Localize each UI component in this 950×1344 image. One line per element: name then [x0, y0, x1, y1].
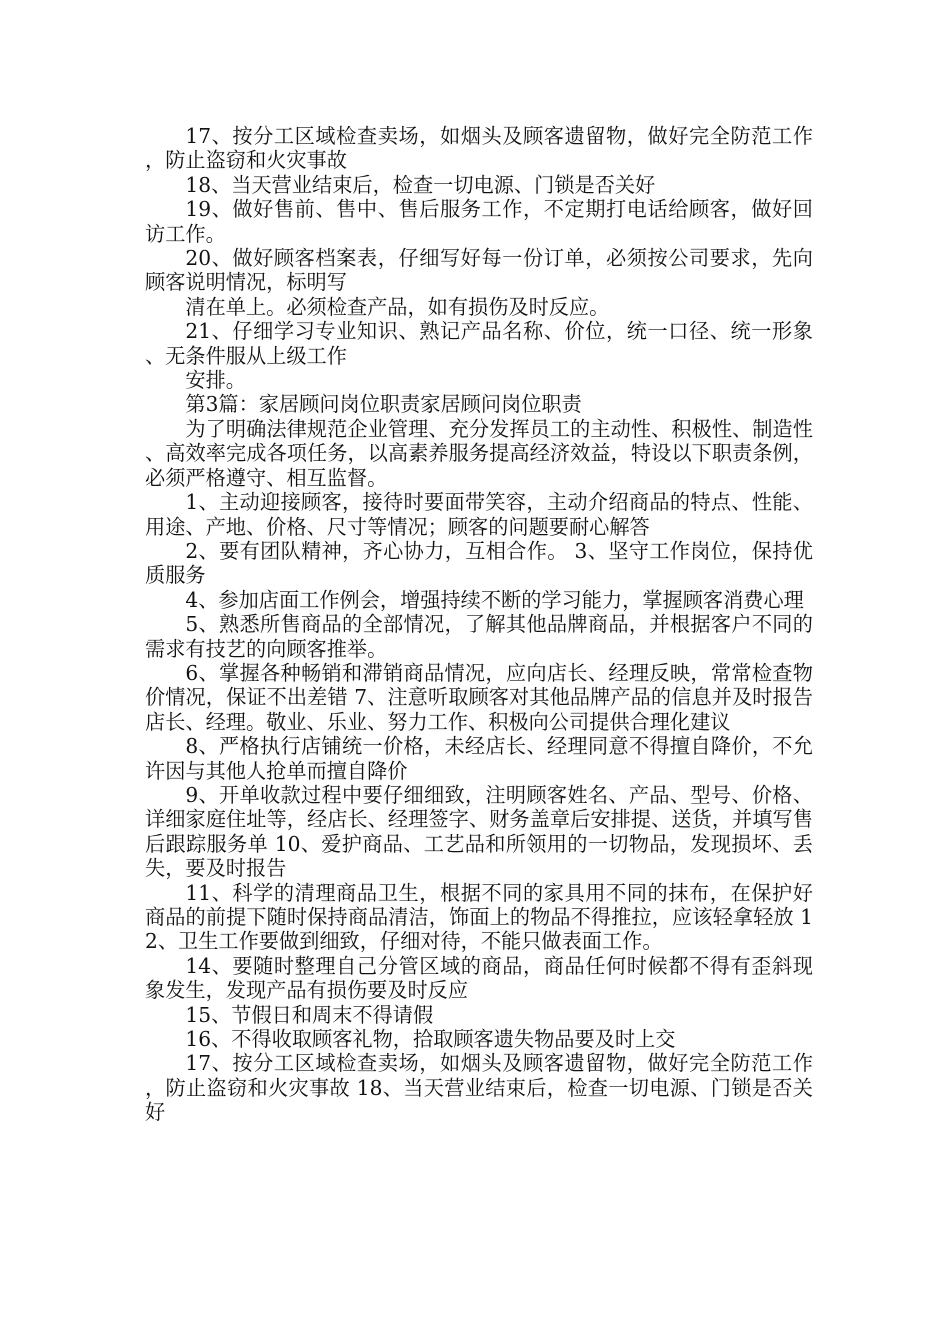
paragraph-21-study: 21、仔细学习专业知识、熟记产品名称、价位，统一口径、统一形象、无条件服从上级工作: [145, 319, 813, 368]
paragraph-14-arrangement: 14、要随时整理自己分管区域的商品，商品任何时候都不得有歪斜现象发生，发现产品有损伤要及时反应: [145, 953, 813, 1003]
paragraph-8-pricing: 8、严格执行店铺统一价格，未经店长、经理同意不得擅自降价，不允许因与其他人抢单而擅自降价: [145, 734, 813, 783]
paragraph-5-products: 5、熟悉所售商品的全部情况，了解其他品牌商品，并根据客户不同的需求有技艺的向顾客推举。: [145, 612, 813, 661]
paragraph-11-12-cleaning: 11、科学的清理商品卫生，根据不同的家具用不同的抹布，在保护好商品的前提下随时保持商品清洁，饰面上的物品不得推拉，应该轻拿轻放 12、卫生工作要做到细致，仔细对待，不能只做表面工作。: [145, 880, 813, 954]
paragraph-17-18-repeat: 17、按分工区域检查卖场，如烟头及顾客遗留物，做好完全防范工作，防止盗窃和火灾事故 18、当天营业结束后，检查一切电源、门锁是否关好: [145, 1051, 813, 1125]
paragraph-16-gifts: 16、不得收取顾客礼物，拾取顾客遗失物品要及时上交: [185, 1027, 676, 1052]
paragraph-21-continued: 安排。: [185, 368, 246, 393]
paragraph-6-7-sales-info: 6、掌握各种畅销和滞销商品情况，应向店长、经理反映，常常检查物价情况，保证不出差错 7、注意听取顾客对其他品牌产品的信息并及时报告店长、经理。敬业、乐业、努力工作、积极向公司提供合理化建议: [145, 660, 813, 734]
paragraph-intro: 为了明确法律规范企业管理、充分发挥员工的主动性、积极性、制造性、高效率完成各项任务，以高素养服务提高经济效益，特设以下职责条例，必须严格遵守、相互监督。: [145, 416, 813, 490]
paragraph-20-customer-file: 20、做好顾客档案表，仔细写好每一份订单，必须按公司要求，先向顾客说明情况，标明写: [145, 246, 813, 295]
paragraph-1-greet: 1、主动迎接顾客，接待时要面带笑容，主动介绍商品的特点、性能、用途、产地、价格、尺寸等情况；顾客的问题要耐心解答: [145, 490, 813, 539]
paragraph-4-meeting: 4、参加店面工作例会，增强持续不断的学习能力，掌握顾客消费心理: [185, 587, 804, 612]
paragraph-19-service: 19、做好售前、售中、售后服务工作，不定期打电话给顾客，做好回访工作。: [145, 197, 813, 246]
paragraph-20-continued: 清在单上。必须检查产品，如有损伤及时反应。: [185, 294, 610, 319]
paragraph-18-closing-check: 18、当天营业结束后，检查一切电源、门锁是否关好: [185, 172, 656, 197]
document-body: [145, 124, 813, 1125]
paragraph-17-inspect: 17、按分工区域检查卖场，如烟头及顾客遗留物，做好完全防范工作，防止盗窃和火灾事故: [145, 124, 813, 173]
paragraph-2-3-teamwork: 2、要有团队精神，齐心协力，互相合作。 3、坚守工作岗位，保持优质服务: [145, 538, 813, 588]
paragraph-15-holidays: 15、节假日和周末不得请假: [185, 1002, 434, 1027]
paragraph-9-10-billing: 9、开单收款过程中要仔细细致，注明顾客姓名、产品、型号、价格、详细家庭住址等，经店长、经理签字、财务盖章后安排提、送货，并填写售后跟踪服务单 10、爱护商品、工艺品和所领用的一切物品，发现损坏、丢失，要及时报告: [145, 782, 813, 881]
section-heading: 第3篇：家居顾问岗位职责家居顾问岗位职责: [185, 392, 582, 417]
